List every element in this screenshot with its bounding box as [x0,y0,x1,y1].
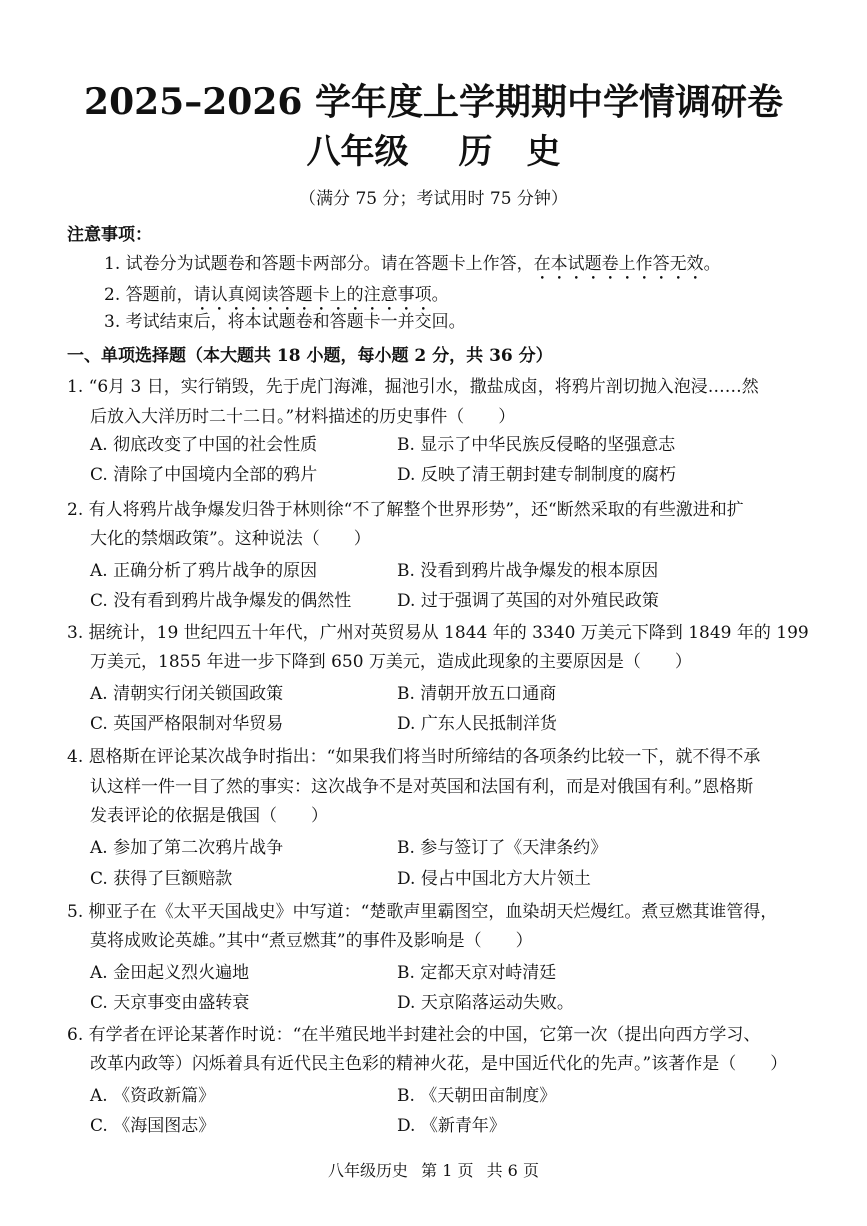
footer-page-number: 第 1 页 [421,1161,474,1180]
question-5-option-b: B. 定都天京对峙清廷 [397,963,557,983]
footer-course: 八年级历史 [328,1161,409,1180]
question-6-option-c: C. 《海国图志》 [90,1116,216,1136]
question-4-line-1: 4. 恩格斯在评论某次战争时指出：“如果我们将当时所缔结的各项条约比较一下，就不得不承 [67,747,761,767]
section-heading: 一、单项选择题（本大题共 18 小题，每小题 2 分，共 36 分） [67,346,553,366]
question-3-option-a: A. 清朝实行闭关锁国政策 [90,684,284,704]
question-1-option-a: A. 彻底改变了中国的社会性质 [90,435,318,455]
question-5-line-1: 5. 柳亚子在《太平天国战史》中写道：“楚歌声里霸图空，血染胡天烂熳红。煮豆燃萁谁管得， [67,902,778,922]
question-4-line-3: 发表评论的依据是俄国（ ） [90,806,328,826]
question-3-line-1: 3. 据统计，19 世纪四五十年代，广州对英贸易从 1844 年的 3340 万美元下降到 1849 年的 199 [67,623,809,643]
note-item-1: 1. 试卷分为试题卷和答题卡两部分。请在答题卡上作答，在本试题卷上作答无效。 [104,254,721,274]
question-4-option-d: D. 侵占中国北方大片领土 [397,869,591,889]
question-3-option-b: B. 清朝开放五口通商 [397,684,557,704]
subject-label: 历 史 [458,132,561,172]
question-6-option-d: D. 《新青年》 [397,1116,506,1136]
question-4-option-b: B. 参与签订了《天津条约》 [397,838,608,858]
note-item-3: 3. 考试结束后，将本试题卷和答题卡一并交回。 [104,312,466,332]
question-4-line-2: 认这样一件一目了然的事实：这次战争不是对英国和法国有利，而是对俄国有利。”恩格斯 [90,777,754,797]
exam-title: 2025–2026 学年度上学期期中学情调研卷 [84,81,783,123]
question-1-line-2: 后放入大洋历时二十二日。”材料描述的历史事件（ ） [90,407,516,427]
note-item-2: 2. 答题前，请认真阅读答题卡上的注意事项。 [104,285,449,305]
question-4-option-a: A. 参加了第二次鸦片战争 [90,838,284,858]
question-1-option-d: D. 反映了清王朝封建专制制度的腐朽 [397,465,676,485]
page-footer [0,1158,867,1181]
question-2-line-1: 2. 有人将鸦片战争爆发归咎于林则徐“不了解整个世界形势”，还“断然采取的有些激进和扩 [67,500,744,520]
question-1-option-c: C. 清除了中国境内全部的鸦片 [90,465,318,485]
question-2-option-c: C. 没有看到鸦片战争爆发的偶然性 [90,591,352,611]
question-5-option-c: C. 天京事变由盛转衰 [90,993,250,1013]
question-5-option-a: A. 金田起义烈火遍地 [90,963,250,983]
exam-subtitle: （满分 75 分；考试用时 75 分钟） [299,189,568,209]
question-3-option-c: C. 英国严格限制对华贸易 [90,714,284,734]
question-2-line-2: 大化的禁烟政策”。这种说法（ ） [90,529,371,549]
question-6-option-a: A. 《资政新篇》 [90,1086,216,1106]
question-6-line-2: 改革内政等）闪烁着具有近代民主色彩的精神火花，是中国近代化的先声。”该著作是（ ） [90,1054,788,1074]
question-2-option-d: D. 过于强调了英国的对外殖民政策 [397,591,659,611]
question-3-line-2: 万美元，1855 年进一步下降到 650 万美元，造成此现象的主要原因是（ ） [90,652,692,672]
question-5-line-2: 莫将成败论英雄。”其中“煮豆燃萁”的事件及影响是（ ） [90,931,533,951]
question-6-line-1: 6. 有学者在评论某著作时说：“在半殖民地半封建社会的中国，它第一次（提出向西方学习、 [67,1025,761,1045]
question-2-option-b: B. 没看到鸦片战争爆发的根本原因 [397,561,659,581]
question-5-option-d: D. 天京陷落运动失败。 [397,993,574,1013]
question-2-option-a: A. 正确分析了鸦片战争的原因 [90,561,318,581]
grade-label: 八年级 [306,132,409,172]
question-1-option-b: B. 显示了中华民族反侵略的坚强意志 [397,435,676,455]
notes-heading: 注意事项： [67,225,152,245]
footer-total-pages: 共 6 页 [486,1161,539,1180]
question-3-option-d: D. 广东人民抵制洋货 [397,714,557,734]
question-4-option-c: C. 获得了巨额赔款 [90,869,233,889]
question-6-option-b: B. 《天朝田亩制度》 [397,1086,557,1106]
grade-subject-line [0,124,867,173]
question-1-line-1: 1. “6月 3 日，实行销毁，先于虎门海滩，掘池引水，撒盐成卤，将鸦片剖切抛入泡浸……然 [67,377,759,397]
